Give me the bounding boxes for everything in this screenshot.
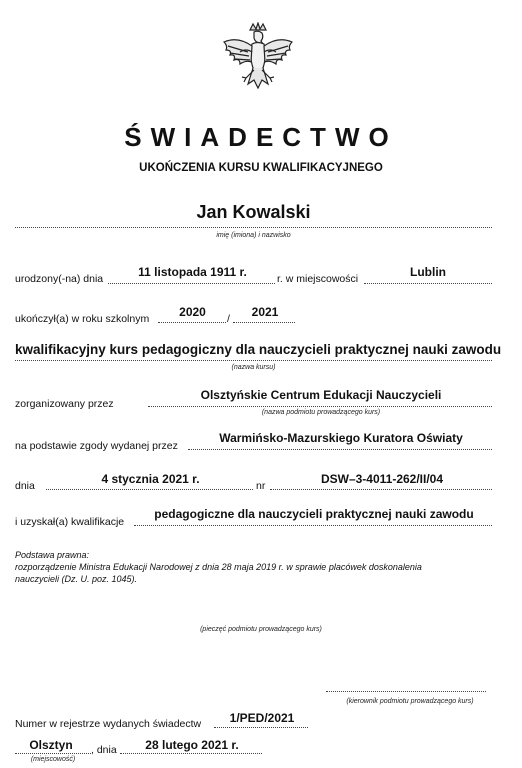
holder-name-caption: imię (imiona) i nazwisko bbox=[216, 232, 291, 239]
school-year-label: ukończył(a) w roku szkolnym bbox=[15, 313, 150, 325]
born-label: urodzony(-na) dnia bbox=[15, 273, 104, 285]
stamp-caption: (pieczęć podmiotu prowadzącego kurs) bbox=[200, 626, 322, 633]
signature-line bbox=[326, 691, 486, 692]
decision-date-line bbox=[46, 489, 253, 490]
legal-basis-line1: rozporządzenie Ministra Edukacji Narodowej z dnia 28 maja 2019 r. w sprawie placówek doskonalenia bbox=[15, 562, 422, 572]
issue-date-line bbox=[120, 753, 262, 754]
school-year-from: 2020 bbox=[179, 305, 206, 319]
course-caption: (nazwa kursu) bbox=[231, 364, 276, 371]
qualification-line bbox=[134, 525, 492, 526]
birth-place-line bbox=[364, 283, 492, 284]
qualification-value: pedagogiczne dla nauczycieli praktycznej nauki zawodu bbox=[154, 507, 474, 521]
decision-number: DSW–3-4011-262/II/04 bbox=[320, 472, 444, 486]
approval-line bbox=[188, 449, 492, 450]
birth-date: 11 listopada 1911 r. bbox=[138, 265, 247, 279]
decision-date: 4 stycznia 2021 r. bbox=[101, 472, 200, 486]
course-name: kwalifikacyjny kurs pedagogiczny dla nauczycieli praktycznej nauki zawodu bbox=[15, 342, 502, 357]
register-number: 1/PED/2021 bbox=[229, 711, 295, 725]
issue-place: Olsztyn bbox=[29, 738, 73, 752]
decision-date-label: dnia bbox=[15, 480, 35, 492]
approval-authority: Warmińsko-Mazurskiego Kuratora Oświaty bbox=[219, 431, 463, 445]
issue-place-line bbox=[15, 753, 91, 754]
organizer-label: zorganizowany przez bbox=[15, 398, 114, 410]
school-year-to-line bbox=[233, 322, 295, 323]
issue-place-caption: (miejscowość) bbox=[30, 756, 76, 763]
qualification-label: i uzyskał(a) kwalifikacje bbox=[15, 516, 125, 528]
issue-date-label: , dnia bbox=[91, 744, 117, 756]
birth-date-line bbox=[108, 283, 275, 284]
signature-caption: (kierownik podmiotu prowadzącego kurs) bbox=[346, 698, 474, 705]
register-label: Numer w rejestrze wydanych świadectw bbox=[15, 718, 202, 730]
school-year-slash: / bbox=[227, 313, 230, 325]
issue-date: 28 lutego 2021 r. bbox=[145, 738, 239, 752]
document-title: ŚWIADECTWO bbox=[124, 122, 398, 152]
school-year-from-line bbox=[158, 322, 226, 323]
organizer-line bbox=[148, 406, 492, 407]
polish-eagle-emblem-icon bbox=[220, 22, 296, 102]
holder-name-line bbox=[15, 227, 492, 228]
holder-name: Jan Kowalski bbox=[196, 202, 311, 222]
school-year-to: 2021 bbox=[251, 305, 279, 319]
decision-number-line bbox=[270, 489, 492, 490]
legal-basis-heading: Podstawa prawna: bbox=[15, 550, 90, 560]
approval-label: na podstawie zgody wydanej przez bbox=[15, 440, 178, 452]
course-name-line bbox=[15, 360, 492, 361]
legal-basis bbox=[15, 549, 422, 585]
document-subtitle: UKOŃCZENIA KURSU KWALIFIKACYJNEGO bbox=[139, 162, 383, 174]
register-line bbox=[214, 727, 308, 728]
organizer-name: Olsztyńskie Centrum Edukacji Nauczycieli bbox=[200, 388, 442, 402]
birth-place: Lublin bbox=[410, 265, 446, 279]
decision-number-label: nr bbox=[256, 480, 266, 492]
place-label: r. w miejscowości bbox=[277, 273, 359, 285]
legal-basis-line2: nauczycieli (Dz. U. poz. 1045). bbox=[15, 574, 138, 584]
organizer-caption: (nazwa podmiotu prowadzącego kurs) bbox=[261, 409, 381, 416]
